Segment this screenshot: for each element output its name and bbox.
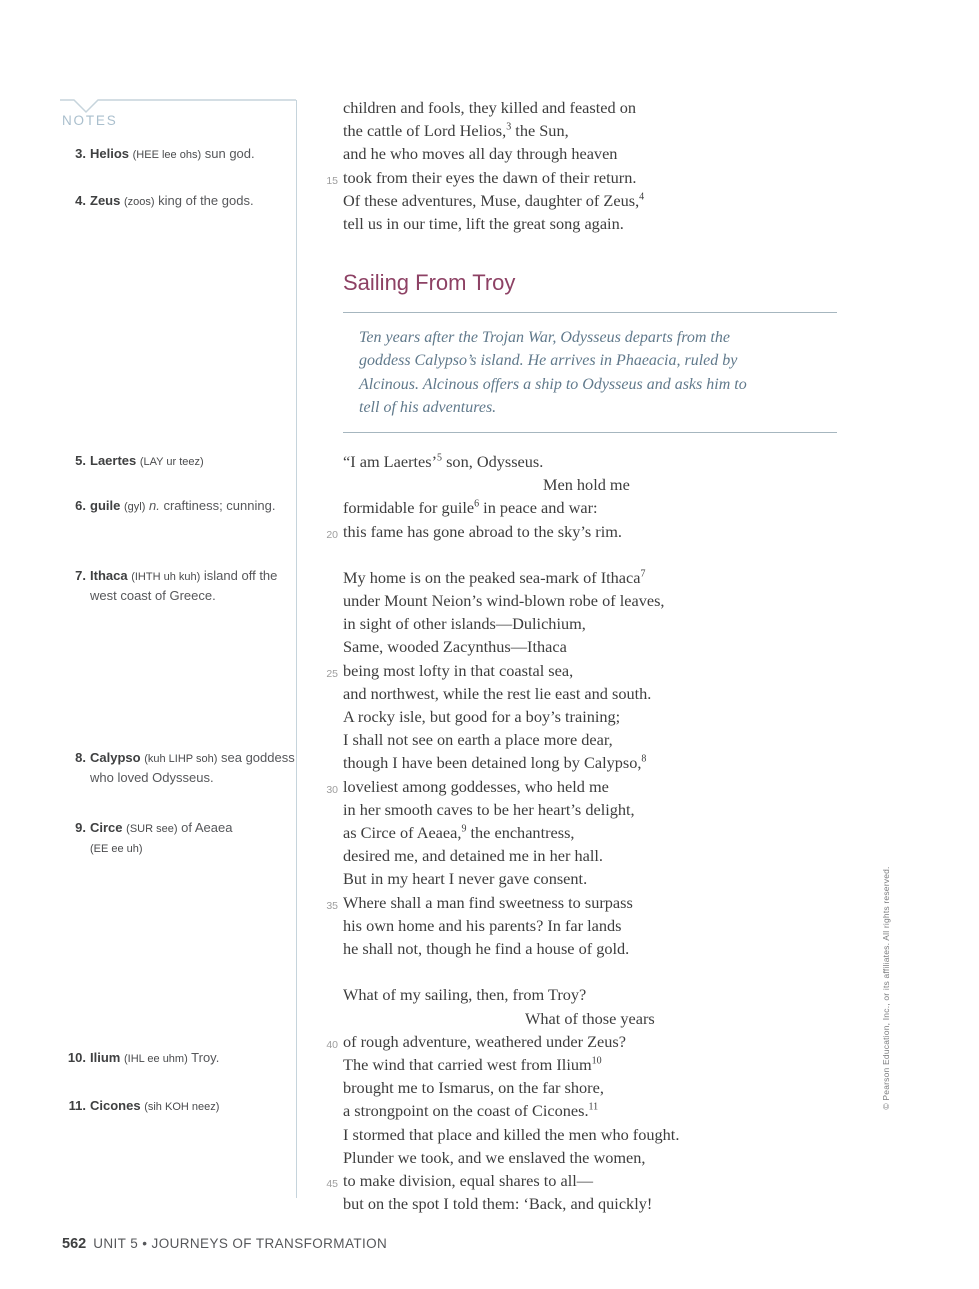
note-number: 3. bbox=[75, 146, 86, 161]
note-definition: sun god. bbox=[204, 146, 255, 161]
note-item bbox=[62, 819, 305, 858]
poem-line: What of my sailing, then, from Troy? bbox=[343, 985, 587, 1005]
note-pronunciation: (IHTH uh kuh) bbox=[131, 571, 201, 583]
poem-line: as Circe of Aeaea,$^9$ the enchantress, bbox=[343, 823, 575, 843]
note-number: 6. bbox=[75, 498, 86, 513]
summary-box bbox=[343, 312, 837, 433]
summary-line: goddess Calypso’s island. He arrives in Phaeacia, ruled by bbox=[359, 352, 738, 370]
note-definition: Troy. bbox=[191, 1050, 220, 1065]
note-number: 4. bbox=[75, 193, 86, 208]
note-item bbox=[62, 567, 305, 604]
poem-line: 45 to make division, equal shares to all— bbox=[343, 1169, 837, 1192]
footnote-ref: 5 bbox=[437, 452, 443, 464]
poem-line: the cattle of Lord Helios,$^3$ the Sun, bbox=[343, 121, 569, 141]
note-item bbox=[62, 192, 305, 212]
poem-line: in sight of other islands—Dulichium, bbox=[343, 614, 586, 634]
note-term: Calypso bbox=[90, 750, 141, 765]
poem-line: My home is on the peaked sea-mark of Ithaca$^7$ bbox=[343, 567, 646, 587]
section-heading: Sailing From Troy bbox=[343, 270, 516, 296]
note-item bbox=[62, 497, 305, 517]
poem-line: 35 Where shall a man find sweetness to surpass bbox=[343, 891, 837, 914]
note-item bbox=[62, 749, 305, 786]
poem-line: he shall not, though he find a house of gold. bbox=[343, 939, 630, 959]
poem-line: but on the spot I told them: ‘Back, and quickly! bbox=[343, 1194, 653, 1214]
note-term: Helios bbox=[90, 146, 130, 161]
poem-line: Men hold me bbox=[543, 475, 630, 495]
note-pronunciation: (HEE lee ohs) bbox=[132, 149, 202, 161]
poem-line: in her smooth caves to be her heart’s delight, bbox=[343, 799, 635, 819]
note-part-of-speech: n. bbox=[148, 498, 160, 513]
note-pronunciation: (LAY ur teez) bbox=[139, 456, 204, 468]
line-number: 40 bbox=[326, 1038, 338, 1051]
unit-label: UNIT 5 • JOURNEYS OF TRANSFORMATION bbox=[93, 1236, 388, 1251]
note-term: Cicones bbox=[90, 1098, 141, 1113]
poem-line: 30 loveliest among goddesses, who held me bbox=[343, 775, 837, 798]
note-item bbox=[62, 1097, 305, 1117]
note-definition: sea goddess who loved Odysseus. bbox=[90, 750, 295, 785]
note-number: 11. bbox=[68, 1098, 86, 1113]
poem-line: his own home and his parents? In far lands bbox=[343, 915, 622, 935]
note-pronunciation: (zoos) bbox=[123, 196, 155, 208]
note-number: 7. bbox=[75, 568, 86, 583]
poem-line: A rocky isle, but good for a boy’s training; bbox=[343, 707, 621, 727]
poem-line: and he who moves all day through heaven bbox=[343, 144, 618, 164]
poem-line: But in my heart I never gave consent. bbox=[343, 869, 588, 889]
footnote-ref: 8 bbox=[641, 754, 647, 766]
footnote-ref: 11 bbox=[588, 1101, 599, 1113]
poem-line: desired me, and detained me in her hall. bbox=[343, 846, 603, 866]
footnote-ref: 6 bbox=[474, 499, 480, 511]
note-pronunciation: (sih KOH neez) bbox=[144, 1101, 220, 1113]
note-number: 5. bbox=[75, 453, 86, 468]
poem-stanza bbox=[326, 96, 837, 235]
poem-line: brought me to Ismarus, on the far shore, bbox=[343, 1078, 604, 1098]
note-term: Ilium bbox=[90, 1050, 121, 1065]
line-number: 25 bbox=[326, 667, 338, 680]
poem-line: children and fools, they killed and feasted on bbox=[343, 98, 636, 117]
note-pronunciation: (IHL ee uhm) bbox=[123, 1053, 188, 1065]
footnote-ref: 10 bbox=[591, 1055, 602, 1067]
note-term: Laertes bbox=[90, 453, 137, 468]
footnote-ref: 9 bbox=[461, 823, 467, 835]
notes-panel-title: NOTES bbox=[62, 113, 118, 128]
page-footer bbox=[62, 1236, 387, 1252]
summary-line: Ten years after the Trojan War, Odysseus departs from the bbox=[359, 329, 730, 347]
note-pronunciation: (SUR see) bbox=[126, 823, 178, 835]
note-definition: king of the gods. bbox=[158, 193, 254, 208]
note-term: Zeus bbox=[90, 193, 121, 208]
poem-stanza bbox=[326, 566, 837, 960]
poem-line: under Mount Neion’s wind-blown robe of leaves, bbox=[343, 591, 665, 611]
notes-panel bbox=[60, 100, 297, 1198]
line-number: 20 bbox=[326, 528, 338, 541]
poem-line: tell us in our time, lift the great song again. bbox=[343, 214, 624, 234]
poem-line: I stormed that place and killed the men who fought. bbox=[343, 1124, 680, 1144]
poem-line: 15 took from their eyes the dawn of their return. bbox=[343, 166, 837, 189]
page-number: 562 bbox=[62, 1236, 87, 1252]
poem-line: formidable for guile$^6$ in peace and war: bbox=[343, 498, 598, 518]
poem-stanza bbox=[326, 983, 837, 1215]
poem-column bbox=[326, 96, 837, 1215]
footnote-ref: 3 bbox=[506, 121, 512, 133]
note-pronunciation: (EE ee uh) bbox=[90, 842, 143, 855]
summary-line: Alcinous. Alcinous offers a ship to Odysseus and asks him to bbox=[359, 375, 747, 393]
note-term: Ithaca bbox=[90, 568, 128, 583]
summary-line: tell of his adventures. bbox=[359, 398, 497, 416]
poem-line: “I am Laertes’$^5$ son, Odysseus. bbox=[343, 452, 544, 472]
poem-line: 20 this fame has gone abroad to the sky’s rim. bbox=[343, 520, 837, 543]
line-number: 45 bbox=[326, 1177, 338, 1190]
note-item bbox=[62, 145, 305, 165]
poem-line: Of these adventures, Muse, daughter of Zeus,$^4$ bbox=[343, 190, 645, 210]
footnote-ref: 7 bbox=[640, 568, 646, 580]
note-item bbox=[62, 452, 305, 472]
note-definition: craftiness; cunning. bbox=[163, 498, 276, 513]
poem-line: a strongpoint on the coast of Cicones.$^{11}$ bbox=[343, 1101, 599, 1121]
poem-line: and northwest, while the rest lie east and south. bbox=[343, 683, 652, 703]
note-definition: of Aeaea bbox=[181, 820, 233, 835]
poem-line: though I have been detained long by Calypso,$^8$ bbox=[343, 753, 647, 773]
note-number: 8. bbox=[75, 750, 86, 765]
note-pronunciation: (kuh LIHP soh) bbox=[144, 753, 218, 765]
note-number: 10. bbox=[67, 1050, 86, 1065]
note-pronunciation: (gyl) bbox=[123, 501, 146, 513]
note-term: guile bbox=[90, 498, 121, 513]
line-number: 30 bbox=[326, 783, 338, 796]
poem-line: The wind that carried west from Ilium$^{10}$ bbox=[343, 1054, 602, 1074]
poem-stanza bbox=[326, 450, 837, 543]
poem-line: What of those years bbox=[525, 1008, 655, 1028]
line-number: 35 bbox=[326, 899, 338, 912]
poem-line: Plunder we took, and we enslaved the women, bbox=[343, 1147, 646, 1167]
note-term: Circe bbox=[90, 820, 123, 835]
poem-line: 25 being most lofty in that coastal sea, bbox=[343, 659, 837, 682]
line-number: 15 bbox=[326, 174, 338, 187]
poem-line: I shall not see on earth a place more dear, bbox=[343, 730, 613, 750]
copyright-sidenote: © Pearson Education, Inc., or its affiliates. All rights reserved. bbox=[881, 866, 891, 1110]
note-definition: island off the west coast of Greece. bbox=[90, 568, 278, 603]
poem-line: Same, wooded Zacynthus—Ithaca bbox=[343, 637, 567, 657]
note-item bbox=[62, 1049, 305, 1069]
note-number: 9. bbox=[75, 820, 86, 835]
poem-line: 40 of rough adventure, weathered under Zeus? bbox=[343, 1030, 837, 1053]
footnote-ref: 4 bbox=[639, 191, 645, 203]
